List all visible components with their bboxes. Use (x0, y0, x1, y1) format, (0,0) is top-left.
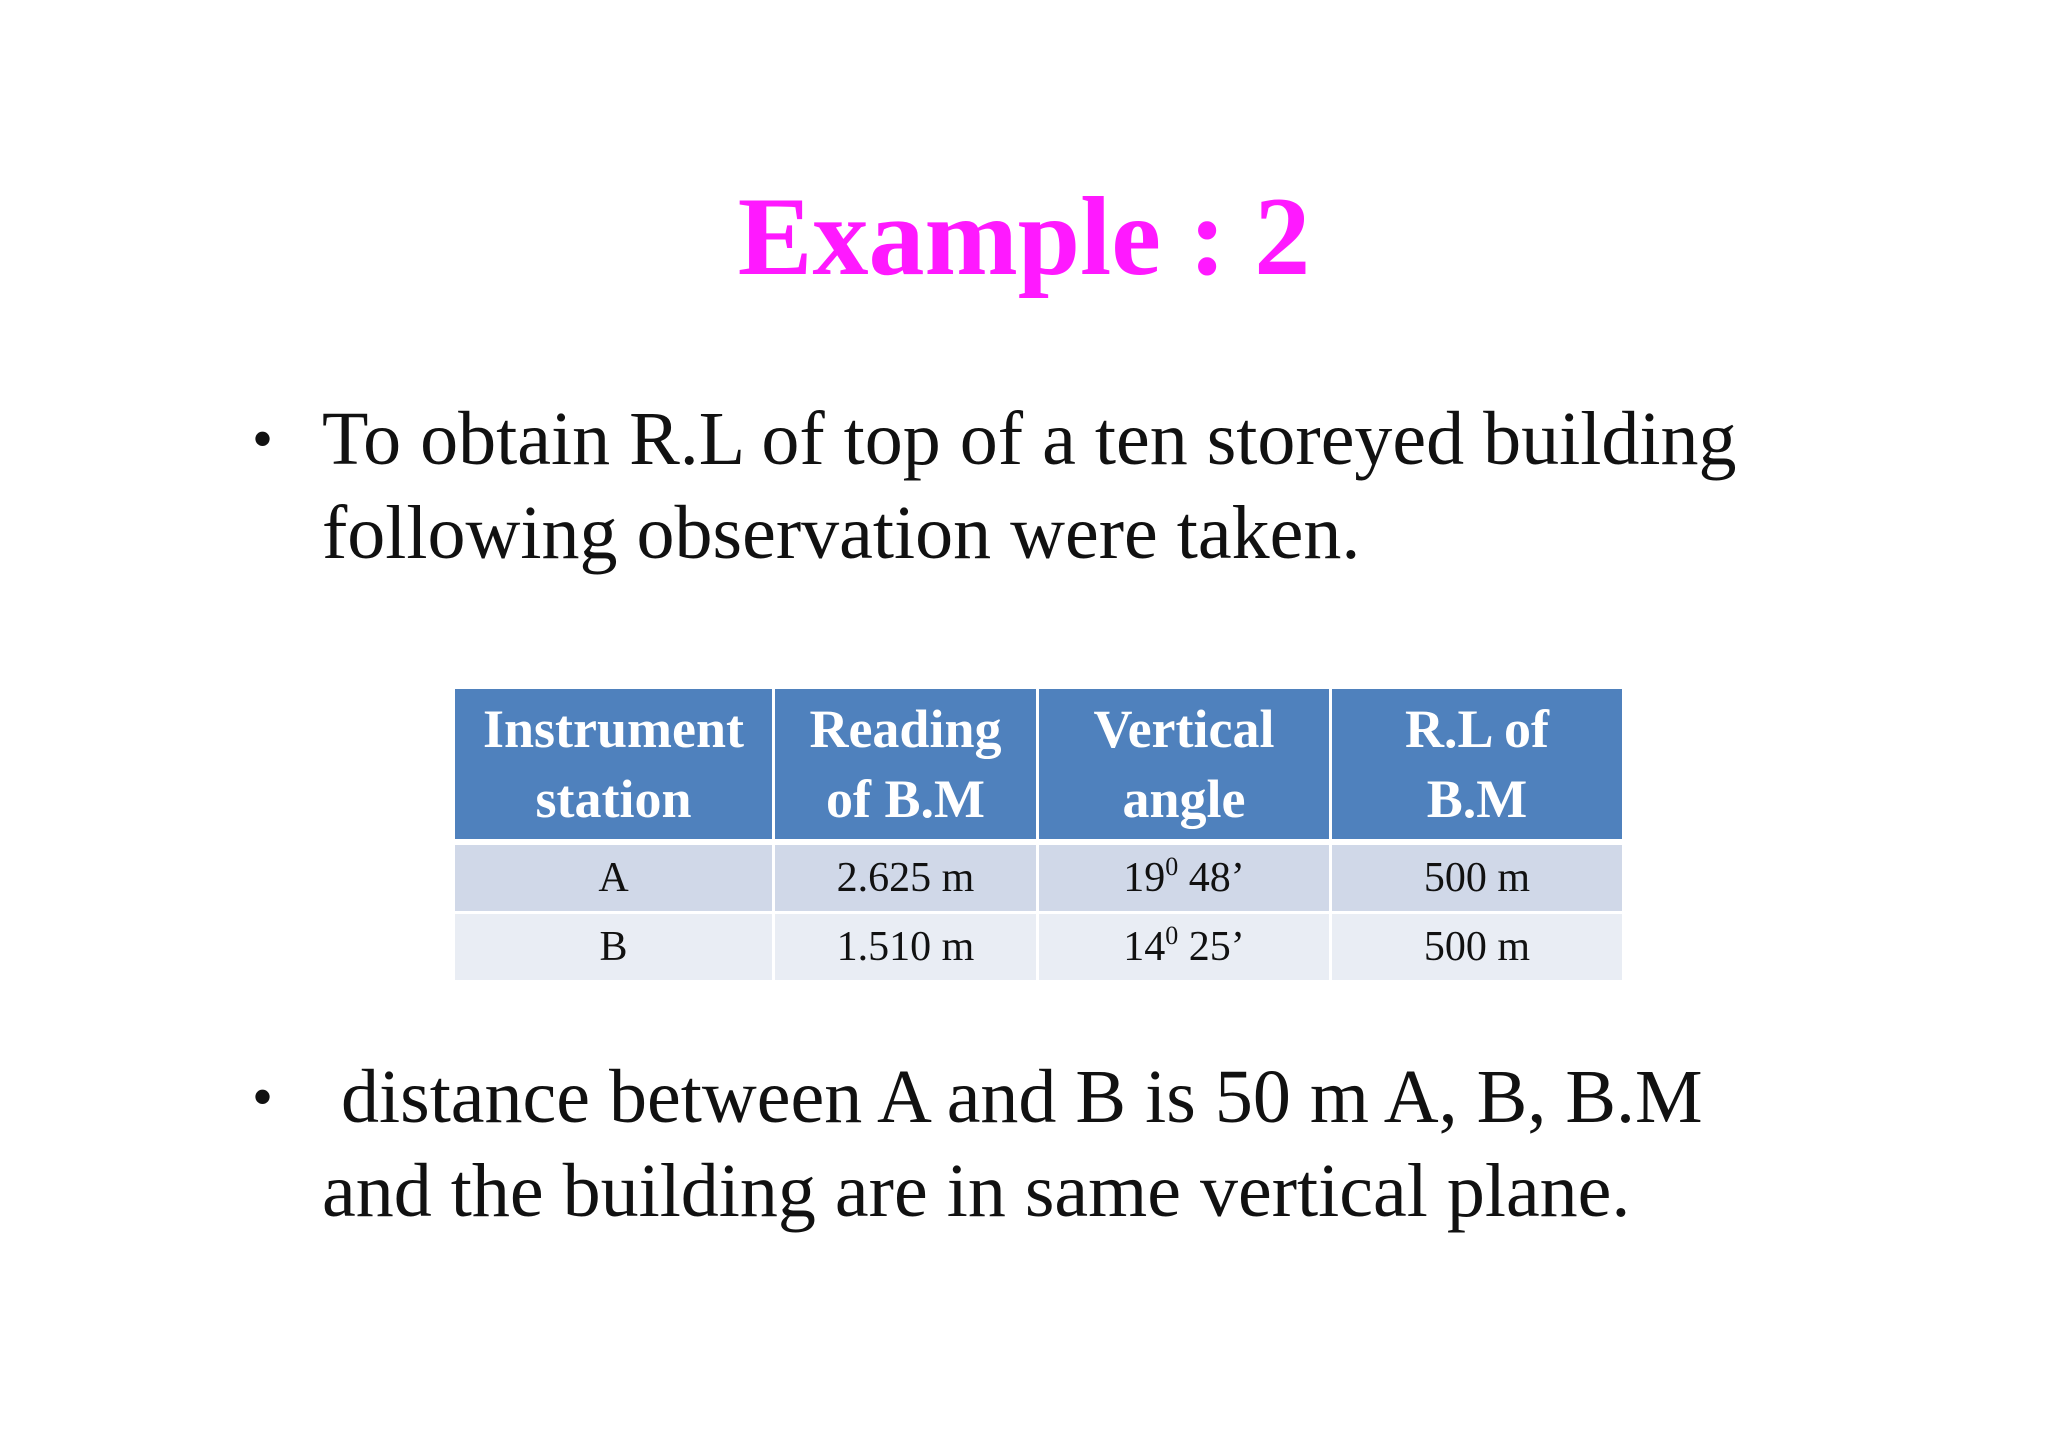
table-header-row (454, 688, 1624, 843)
angle-minutes: 25’ (1178, 924, 1245, 970)
header-line: B.M (1426, 769, 1528, 829)
cell-station: B (454, 913, 774, 982)
angle-degrees: 19 (1123, 855, 1166, 901)
angle-minutes: 48’ (1178, 855, 1245, 901)
header-line: Vertical (1093, 699, 1275, 759)
header-line: Instrument (482, 699, 744, 759)
cell-rl: 500 m (1331, 842, 1624, 913)
cell-reading: 1.510 m (774, 913, 1038, 982)
header-line: of B.M (826, 769, 985, 829)
bullet-text: To obtain R.L of top of a ten storeyed building following observation were taken. (322, 397, 1737, 575)
cell-angle (1038, 842, 1331, 913)
header-rl-of-bm (1331, 688, 1624, 843)
header-vertical-angle (1038, 688, 1331, 843)
header-line: angle (1122, 769, 1246, 829)
bullet-text: distance between A and B is 50 m A, B, B.M and the building are in same vertical plane. (322, 1055, 1722, 1233)
cell-station: A (454, 842, 774, 913)
cell-reading: 2.625 m (774, 842, 1038, 913)
angle-degree-mark: 0 (1165, 852, 1179, 881)
header-instrument-station (454, 688, 774, 843)
cell-rl: 500 m (1331, 913, 1624, 982)
angle-degree-mark: 0 (1165, 921, 1179, 950)
bullet-marker: • (252, 406, 274, 472)
bullet-item-1 (252, 392, 1812, 580)
angle-degrees: 14 (1123, 924, 1166, 970)
bullet-item-2 (252, 1050, 1812, 1238)
table-row (454, 913, 1624, 982)
header-line: Reading (809, 699, 1002, 759)
header-line: station (535, 769, 692, 829)
bullet-marker: • (252, 1064, 274, 1130)
cell-angle (1038, 913, 1331, 982)
header-line: R.L of (1404, 699, 1550, 759)
table-row (454, 842, 1624, 913)
observation-table (452, 686, 1625, 983)
header-reading-of-bm (774, 688, 1038, 843)
slide-title: Example : 2 (737, 175, 1311, 299)
